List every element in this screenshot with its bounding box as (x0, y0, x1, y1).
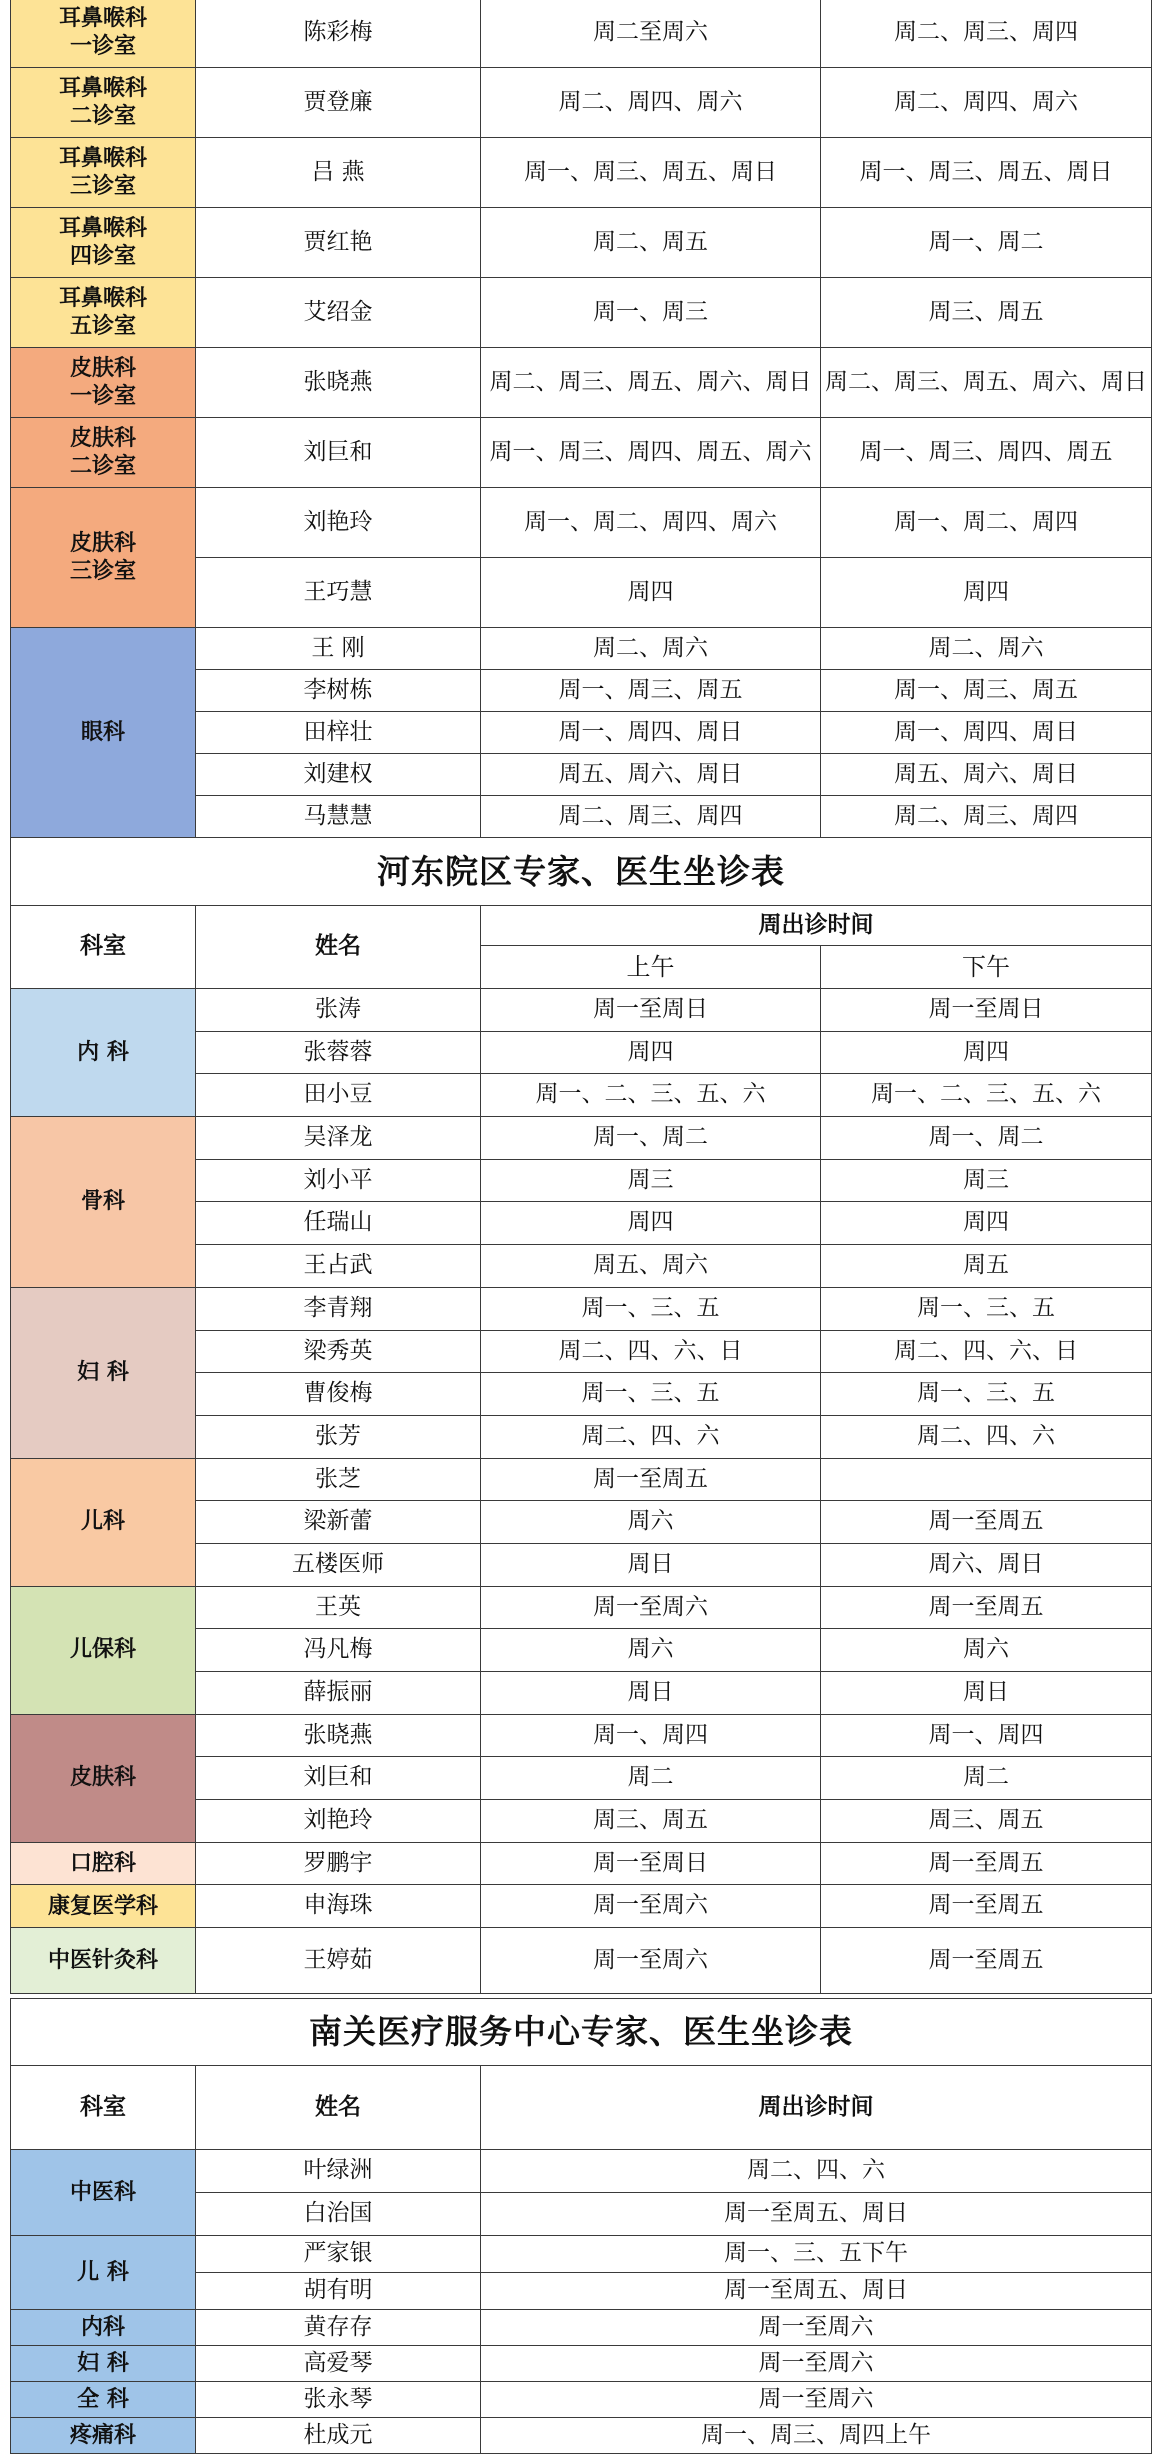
afternoon-schedule: 周六、周日 (821, 1543, 1152, 1586)
doctor-name: 刘巨和 (196, 418, 481, 488)
dept-cell: 口腔科 (11, 1842, 196, 1885)
afternoon-schedule: 周一、周三、周五、周日 (821, 138, 1152, 208)
table-header-row (11, 906, 1152, 946)
morning-schedule: 周一、周二、周四、周六 (481, 488, 821, 558)
doctor-name: 陈彩梅 (196, 0, 481, 68)
afternoon-schedule: 周一至周五 (821, 1586, 1152, 1629)
afternoon-schedule: 周一、周二 (821, 1117, 1152, 1160)
afternoon-schedule: 周一至周五 (821, 1928, 1152, 1994)
table-row (11, 2346, 1152, 2382)
header-weekly-time: 周出诊时间 (481, 906, 1152, 946)
morning-schedule: 周一至周六 (481, 1586, 821, 1629)
table-row (11, 2310, 1152, 2346)
section-title: 南关医疗服务中心专家、医生坐诊表 (11, 1999, 1152, 2066)
doctor-name: 田梓壮 (196, 712, 481, 754)
weekly-schedule: 周一、周三、周四上午 (481, 2418, 1152, 2454)
doctor-name: 黄存存 (196, 2310, 481, 2346)
dept-cell: 妇 科 (11, 1287, 196, 1458)
weekly-schedule: 周一至周五、周日 (481, 2193, 1152, 2236)
afternoon-schedule: 周三、周五 (821, 278, 1152, 348)
afternoon-schedule: 周二、周三、周四 (821, 796, 1152, 838)
doctor-name: 杜成元 (196, 2418, 481, 2454)
morning-schedule: 周四 (481, 1202, 821, 1245)
table-row (11, 838, 1152, 906)
doctor-name: 张芳 (196, 1415, 481, 1458)
table-row (11, 628, 1152, 670)
weekly-schedule: 周二、四、六 (481, 2150, 1152, 2193)
table-row (11, 989, 1152, 1032)
doctor-name: 张晓燕 (196, 348, 481, 418)
table-row (11, 1287, 1152, 1330)
morning-schedule: 周四 (481, 558, 821, 628)
dept-cell: 眼科 (11, 628, 196, 838)
afternoon-schedule: 周一至周五 (821, 1885, 1152, 1928)
weekly-schedule: 周一、三、五下午 (481, 2236, 1152, 2273)
afternoon-schedule: 周一、周三、周五 (821, 670, 1152, 712)
morning-schedule: 周五、周六、周日 (481, 754, 821, 796)
dept-cell: 耳鼻喉科 四诊室 (11, 208, 196, 278)
table-row (11, 2418, 1152, 2454)
morning-schedule: 周一、二、三、五、六 (481, 1074, 821, 1117)
morning-schedule: 周一、周四、周日 (481, 712, 821, 754)
doctor-name: 李树栋 (196, 670, 481, 712)
dept-cell: 骨科 (11, 1117, 196, 1288)
dept-cell: 疼痛科 (11, 2418, 196, 2454)
afternoon-schedule: 周二、四、六、日 (821, 1330, 1152, 1373)
doctor-name: 高爱琴 (196, 2346, 481, 2382)
morning-schedule: 周一、三、五 (481, 1373, 821, 1416)
morning-schedule: 周二、周五 (481, 208, 821, 278)
doctor-name: 王巧慧 (196, 558, 481, 628)
header-dept: 科室 (11, 906, 196, 989)
doctor-name: 马慧慧 (196, 796, 481, 838)
morning-schedule: 周一至周五 (481, 1458, 821, 1501)
morning-schedule: 周一、周四 (481, 1714, 821, 1757)
table-row (11, 278, 1152, 348)
doctor-name: 张蓉蓉 (196, 1031, 481, 1074)
dept-cell: 内 科 (11, 989, 196, 1117)
morning-schedule: 周二 (481, 1757, 821, 1800)
dept-cell: 全 科 (11, 2382, 196, 2418)
table-row (11, 68, 1152, 138)
morning-schedule: 周一至周六 (481, 1928, 821, 1994)
doctor-name: 田小豆 (196, 1074, 481, 1117)
dept-cell: 妇 科 (11, 2346, 196, 2382)
afternoon-schedule (821, 1458, 1152, 1501)
afternoon-schedule: 周一、周三、周四、周五 (821, 418, 1152, 488)
header-dept: 科室 (11, 2066, 196, 2150)
doctor-name: 刘艳玲 (196, 488, 481, 558)
doctor-name: 刘艳玲 (196, 1800, 481, 1843)
dept-cell: 耳鼻喉科 三诊室 (11, 138, 196, 208)
morning-schedule: 周一、周三 (481, 278, 821, 348)
table-row (11, 2236, 1152, 2273)
morning-schedule: 周一、三、五 (481, 1287, 821, 1330)
doctor-name: 申海珠 (196, 1885, 481, 1928)
afternoon-schedule: 周六 (821, 1629, 1152, 1672)
doctor-name: 梁新蕾 (196, 1501, 481, 1544)
doctor-name: 王婷茹 (196, 1928, 481, 1994)
dept-cell: 内科 (11, 2310, 196, 2346)
afternoon-schedule: 周二、四、六 (821, 1415, 1152, 1458)
table-row (11, 1842, 1152, 1885)
morning-schedule: 周一、周三、周四、周五、周六 (481, 418, 821, 488)
table-header-row (11, 2066, 1152, 2150)
afternoon-schedule: 周二 (821, 1757, 1152, 1800)
dept-cell: 皮肤科 二诊室 (11, 418, 196, 488)
doctor-name: 王英 (196, 1586, 481, 1629)
dept-cell: 耳鼻喉科 二诊室 (11, 68, 196, 138)
weekly-schedule: 周一至周六 (481, 2382, 1152, 2418)
dept-cell: 皮肤科 三诊室 (11, 488, 196, 628)
header-morning: 上午 (481, 946, 821, 989)
morning-schedule: 周二、四、六 (481, 1415, 821, 1458)
afternoon-schedule: 周四 (821, 558, 1152, 628)
doctor-name: 刘小平 (196, 1159, 481, 1202)
dept-cell: 皮肤科 (11, 1714, 196, 1842)
afternoon-schedule: 周一、周二、周四 (821, 488, 1152, 558)
morning-schedule: 周六 (481, 1501, 821, 1544)
doctor-name: 严家银 (196, 2236, 481, 2273)
doctor-name: 吕 燕 (196, 138, 481, 208)
doctor-name: 薛振丽 (196, 1672, 481, 1715)
section-title: 河东院区专家、医生坐诊表 (11, 838, 1152, 906)
afternoon-schedule: 周一至周日 (821, 989, 1152, 1032)
clinic-schedule-table-3 (10, 1998, 1152, 2454)
dept-cell: 耳鼻喉科 一诊室 (11, 0, 196, 68)
weekly-schedule: 周一至周六 (481, 2310, 1152, 2346)
header-name: 姓名 (196, 906, 481, 989)
morning-schedule: 周一至周日 (481, 989, 821, 1032)
afternoon-schedule: 周一、周四 (821, 1714, 1152, 1757)
doctor-name: 五楼医师 (196, 1543, 481, 1586)
morning-schedule: 周三 (481, 1159, 821, 1202)
doctor-name: 贾红艳 (196, 208, 481, 278)
dept-cell: 儿 科 (11, 2236, 196, 2310)
doctor-name: 张晓燕 (196, 1714, 481, 1757)
table-row (11, 348, 1152, 418)
afternoon-schedule: 周五、周六、周日 (821, 754, 1152, 796)
header-name: 姓名 (196, 2066, 481, 2150)
table-row (11, 488, 1152, 558)
morning-schedule: 周一至周日 (481, 1842, 821, 1885)
table-row (11, 1458, 1152, 1501)
afternoon-schedule: 周一、周四、周日 (821, 712, 1152, 754)
doctor-name: 白治国 (196, 2193, 481, 2236)
morning-schedule: 周二、周四、周六 (481, 68, 821, 138)
dept-cell: 儿科 (11, 1458, 196, 1586)
afternoon-schedule: 周一至周五 (821, 1842, 1152, 1885)
afternoon-schedule: 周三 (821, 1159, 1152, 1202)
weekly-schedule: 周一至周五、周日 (481, 2273, 1152, 2310)
afternoon-schedule: 周一、二、三、五、六 (821, 1074, 1152, 1117)
doctor-name: 张永琴 (196, 2382, 481, 2418)
morning-schedule: 周日 (481, 1672, 821, 1715)
table-row (11, 1586, 1152, 1629)
doctor-name: 梁秀英 (196, 1330, 481, 1373)
morning-schedule: 周六 (481, 1629, 821, 1672)
afternoon-schedule: 周二、周六 (821, 628, 1152, 670)
table-row (11, 418, 1152, 488)
table-row (11, 208, 1152, 278)
morning-schedule: 周二、周三、周五、周六、周日 (481, 348, 821, 418)
doctor-name: 艾绍金 (196, 278, 481, 348)
afternoon-schedule: 周四 (821, 1202, 1152, 1245)
morning-schedule: 周五、周六 (481, 1245, 821, 1288)
afternoon-schedule: 周二、周三、周四 (821, 0, 1152, 68)
doctor-name: 吴泽龙 (196, 1117, 481, 1160)
doctor-name: 王占武 (196, 1245, 481, 1288)
doctor-name: 贾登廉 (196, 68, 481, 138)
afternoon-schedule: 周四 (821, 1031, 1152, 1074)
doctor-name: 罗鹏宇 (196, 1842, 481, 1885)
morning-schedule: 周二、周六 (481, 628, 821, 670)
doctor-name: 冯凡梅 (196, 1629, 481, 1672)
morning-schedule: 周一至周六 (481, 1885, 821, 1928)
clinic-schedule-table-1 (10, 0, 1152, 838)
dept-cell: 康复医学科 (11, 1885, 196, 1928)
doctor-name: 胡有明 (196, 2273, 481, 2310)
dept-cell: 皮肤科 一诊室 (11, 348, 196, 418)
afternoon-schedule: 周二、周三、周五、周六、周日 (821, 348, 1152, 418)
doctor-name: 李青翔 (196, 1287, 481, 1330)
doctor-name: 叶绿洲 (196, 2150, 481, 2193)
table-row (11, 1885, 1152, 1928)
table-row (11, 1999, 1152, 2066)
doctor-name: 任瑞山 (196, 1202, 481, 1245)
afternoon-schedule: 周二、周四、周六 (821, 68, 1152, 138)
doctor-name: 曹俊梅 (196, 1373, 481, 1416)
morning-schedule: 周四 (481, 1031, 821, 1074)
morning-schedule: 周日 (481, 1543, 821, 1586)
dept-cell: 中医科 (11, 2150, 196, 2236)
table-row (11, 138, 1152, 208)
table-row (11, 0, 1152, 68)
table-row (11, 2150, 1152, 2193)
afternoon-schedule: 周一、周二 (821, 208, 1152, 278)
dept-cell: 耳鼻喉科 五诊室 (11, 278, 196, 348)
afternoon-schedule: 周一至周五 (821, 1501, 1152, 1544)
table-row (11, 1714, 1152, 1757)
afternoon-schedule: 周一、三、五 (821, 1287, 1152, 1330)
afternoon-schedule: 周三、周五 (821, 1800, 1152, 1843)
doctor-name: 王 刚 (196, 628, 481, 670)
doctor-name: 刘建权 (196, 754, 481, 796)
doctor-name: 刘巨和 (196, 1757, 481, 1800)
afternoon-schedule: 周日 (821, 1672, 1152, 1715)
morning-schedule: 周一、周三、周五、周日 (481, 138, 821, 208)
table-row (11, 1117, 1152, 1160)
afternoon-schedule: 周五 (821, 1245, 1152, 1288)
morning-schedule: 周一、周三、周五 (481, 670, 821, 712)
morning-schedule: 周二、周三、周四 (481, 796, 821, 838)
header-afternoon: 下午 (821, 946, 1152, 989)
doctor-name: 张芝 (196, 1458, 481, 1501)
doctor-name: 张涛 (196, 989, 481, 1032)
morning-schedule: 周一、周二 (481, 1117, 821, 1160)
dept-cell: 中医针灸科 (11, 1928, 196, 1994)
weekly-schedule: 周一至周六 (481, 2346, 1152, 2382)
table-row (11, 1928, 1152, 1994)
morning-schedule: 周三、周五 (481, 1800, 821, 1843)
clinic-schedule-table-2 (10, 837, 1152, 1994)
morning-schedule: 周二、四、六、日 (481, 1330, 821, 1373)
morning-schedule: 周二至周六 (481, 0, 821, 68)
table-row (11, 2382, 1152, 2418)
header-weekly-time: 周出诊时间 (481, 2066, 1152, 2150)
dept-cell: 儿保科 (11, 1586, 196, 1714)
afternoon-schedule: 周一、三、五 (821, 1373, 1152, 1416)
